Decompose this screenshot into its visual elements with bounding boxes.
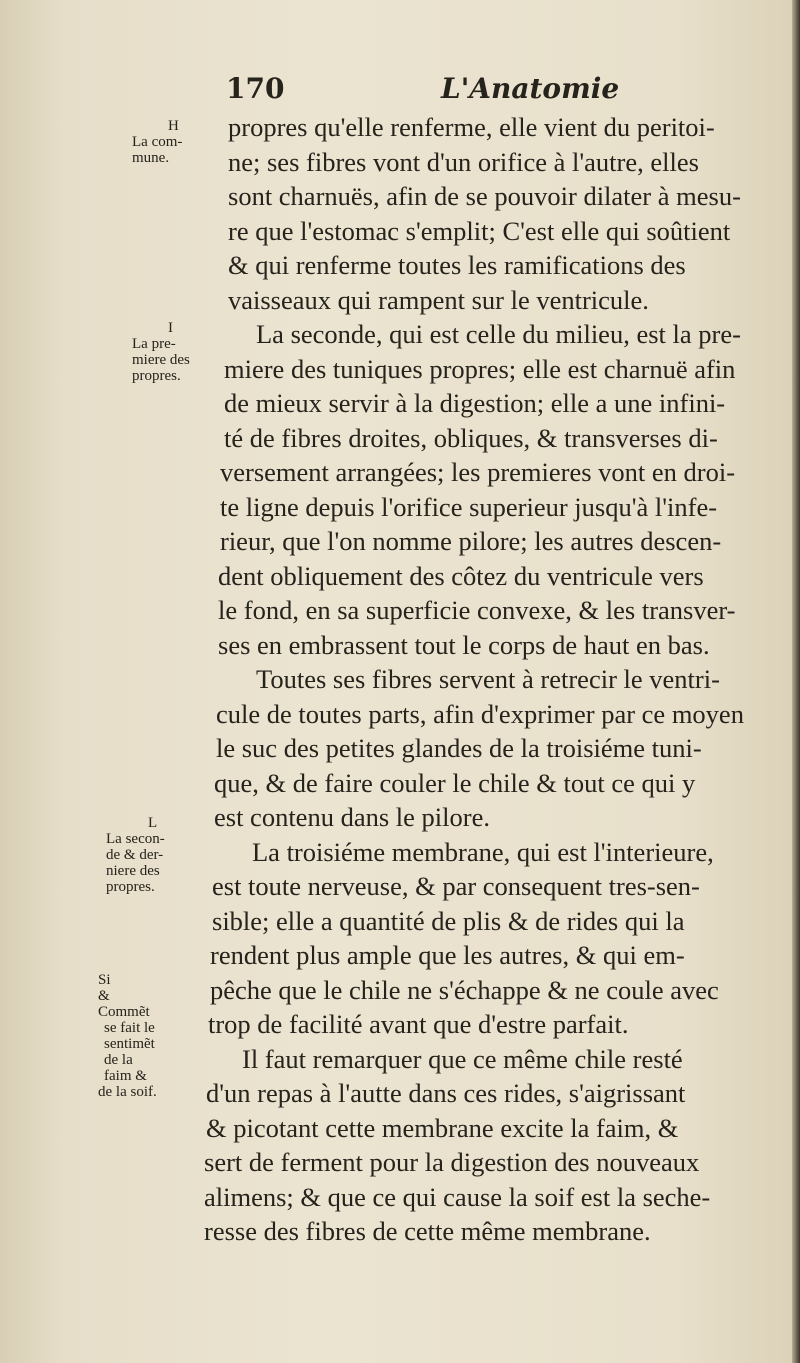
margin-line: Commẽt bbox=[98, 1004, 150, 1020]
text-line: versement arrangées; les premieres vont en droi- bbox=[220, 457, 736, 487]
page-header bbox=[226, 72, 626, 108]
text-line: & qui renferme toutes les ramifications des bbox=[228, 250, 686, 280]
text-line: Toutes ses fibres servent à retrecir le ventri- bbox=[256, 664, 720, 694]
margin-line: de la bbox=[104, 1052, 133, 1068]
text-line: trop de facilité avant que d'estre parfait. bbox=[208, 1009, 629, 1039]
text-line: de mieux servir à la digestion; elle a une infini- bbox=[224, 388, 726, 418]
text-line: cule de toutes parts, afin d'exprimer par ce moyen bbox=[216, 698, 744, 729]
text-line: La seconde, qui est celle du milieu, est la pre- bbox=[256, 319, 741, 349]
text-line: rieur, que l'on nomme pilore; les autres descen- bbox=[220, 526, 722, 556]
text-line: propres qu'elle renferme, elle vient du peritoi- bbox=[228, 112, 715, 142]
margin-line: L bbox=[148, 815, 158, 831]
text-line: le fond, en sa superficie convexe, & les transver- bbox=[218, 595, 736, 625]
text-line: ne; ses fibres vont d'un orifice à l'autre, elles bbox=[228, 146, 699, 177]
margin-line: La pre- bbox=[132, 336, 176, 352]
text-line: miere des tuniques propres; elle est charnuë afin bbox=[224, 353, 736, 384]
text-line: est toute nerveuse, & par consequent tres-sen- bbox=[212, 871, 700, 901]
margin-line: mune. bbox=[132, 150, 170, 166]
text-line: & picotant cette membrane excite la faim, & bbox=[206, 1112, 679, 1143]
margin-line: & bbox=[98, 988, 110, 1004]
text-line: La troisiéme membrane, qui est l'interieure, bbox=[252, 836, 714, 867]
margin-line: miere des bbox=[132, 352, 190, 368]
margin-line: propres. bbox=[132, 368, 181, 384]
text-line: pêche que le chile ne s'échappe & ne coule avec bbox=[210, 974, 719, 1005]
text-line: sont charnuës, afin de se pouvoir dilater à mesu- bbox=[228, 181, 741, 211]
margin-note-premiere bbox=[98, 320, 206, 384]
text-line: Il faut remarquer que ce même chile resté bbox=[242, 1043, 683, 1074]
text-line: que, & de faire couler le chile & tout ce qui y bbox=[214, 767, 696, 798]
margin-line: propres. bbox=[106, 879, 155, 895]
margin-line: La secon- bbox=[106, 831, 165, 847]
text-line: d'un repas à l'autte dans ces rides, s'aigrissant bbox=[206, 1078, 686, 1108]
text-line: re que l'estomac s'emplit; C'est elle qui soûtient bbox=[228, 215, 731, 246]
text-line: ses en embrassent tout le corps de haut en bas. bbox=[218, 629, 710, 660]
text-line: rendent plus ample que les autres, & qui em- bbox=[210, 940, 685, 970]
margin-line: H bbox=[168, 118, 179, 134]
text-line: alimens; & que ce qui cause la soif est la seche- bbox=[204, 1181, 711, 1212]
margin-line: I bbox=[168, 320, 173, 336]
text-line: dent obliquement des côtez du ventricule vers bbox=[218, 560, 704, 591]
text-line: sible; elle a quantité de plis & de rides qui la bbox=[212, 905, 685, 936]
text-line: vaisseaux qui rampent sur le ventricule. bbox=[228, 284, 649, 315]
margin-line: faim & bbox=[104, 1068, 147, 1084]
margin-note-seconde bbox=[98, 815, 206, 895]
margin-line: se fait le bbox=[104, 1020, 155, 1036]
margin-line: de & der- bbox=[106, 847, 164, 863]
margin-line: de la soif. bbox=[98, 1084, 157, 1100]
text-line: est contenu dans le pilore. bbox=[214, 802, 490, 832]
page-number: 170 bbox=[226, 72, 285, 105]
text-line: té de fibres droites, obliques, & transverses di- bbox=[224, 422, 718, 453]
margin-note-faim-soif bbox=[98, 972, 206, 1100]
margin-line: niere des bbox=[106, 863, 160, 879]
margin-line: Si bbox=[98, 972, 111, 988]
text-line: te ligne depuis l'orifice superieur jusqu'à l'infe- bbox=[220, 491, 718, 522]
margin-line: La com- bbox=[132, 134, 183, 150]
page-edge-shadow bbox=[792, 0, 800, 1363]
body-text bbox=[204, 110, 792, 1249]
text-line: sert de ferment pour la digestion des nouveaux bbox=[204, 1147, 700, 1177]
text-line: resse des fibres de cette même membrane. bbox=[204, 1216, 651, 1246]
running-title: L'Anatomie bbox=[441, 72, 620, 105]
margin-line: sentimẽt bbox=[104, 1036, 155, 1052]
margin-note-commune bbox=[98, 118, 206, 166]
text-line: le suc des petites glandes de la troisiéme tuni- bbox=[216, 733, 702, 763]
